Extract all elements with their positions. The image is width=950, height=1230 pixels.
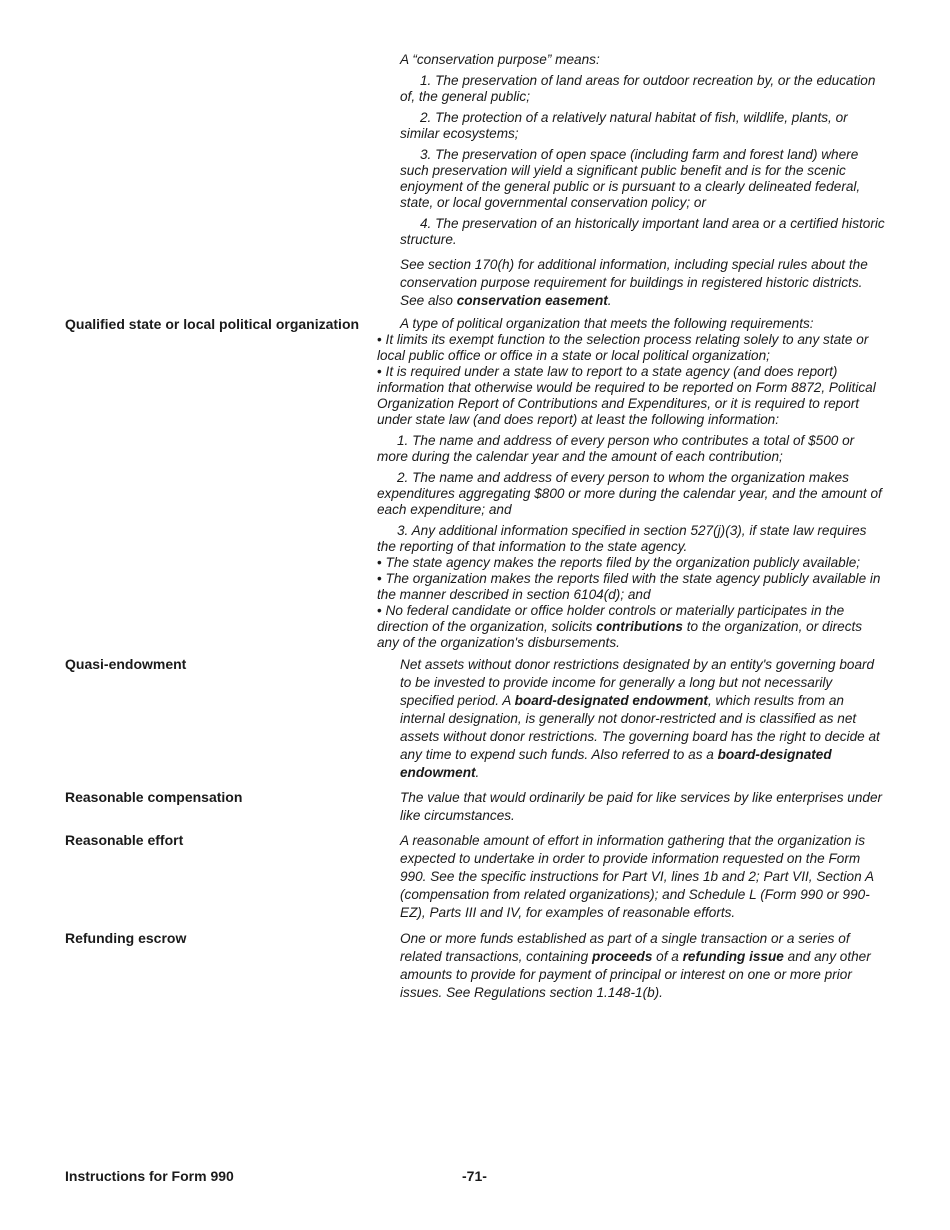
contributions-term: contributions: [596, 619, 683, 634]
conservation-easement-term: conservation easement: [456, 293, 608, 308]
board-designated-endowment-term-1: board-designated endowment: [514, 693, 708, 708]
footer-page-number: -71-: [462, 1168, 487, 1184]
reasonable-effort-definition: A reasonable amount of effort in information gathering that the organization is expected to undertake in order to provide information requested on the Form 990. See the specific instructions for Part VI, lines 1b and 2; Part VII, Section A (compensation from related organizations); and Schedule L (Form 990 or 990-EZ), Parts III and IV, for examples of reasonable efforts.: [400, 833, 874, 920]
quasi-endowment-definition: Net assets without donor restrictions designated by an entity's governing board to be invested to provide income for generally a long but not necessarily specified period. A board-designated endowment, which results from an internal designation, is generally not donor-restricted and is classified as net assets without donor restrictions. The governing board has the right to decide at any time to expend such funds. Also referred to as a board-designated endowment.: [400, 657, 880, 780]
term-refunding-escrow: Refunding escrow: [65, 930, 187, 946]
qualified-bullet-4: • The organization makes the reports filed with the state agency publicly available in the manner described in section 6104(d); and: [377, 571, 885, 603]
conservation-intro: A “conservation purpose” means:: [400, 52, 600, 67]
qualified-item-2: 2. The name and address of every person to whom the organization makes expenditures aggregating $800 or more during the calendar year, and the amount of each expenditure; and: [377, 470, 882, 517]
conservation-item-2: 2. The protection of a relatively natural habitat of fish, wildlife, plants, or similar ecosystems;: [400, 110, 848, 141]
conservation-purpose-block: [400, 52, 885, 310]
qualified-item-3: 3. Any additional information specified in section 527(j)(3), if state law requires the reporting of that information to the state agency.: [377, 523, 867, 554]
conservation-see-also: See section 170(h) for additional information, including special rules about the conservation purpose requirement for buildings in registered historic districts. See also conservation easement.: [400, 257, 868, 308]
qualified-item-1: 1. The name and address of every person who contributes a total of $500 or more during the calendar year and the amount of each contribution;: [377, 433, 855, 464]
conservation-item-4: 4. The preservation of an historically important land area or a certified historic structure.: [400, 216, 885, 247]
conservation-item-3: 3. The preservation of open space (including farm and forest land) where such preservation will yield a significant public benefit and is for the scenic enjoyment of the general public or is pursuant to a clearly delineated federal, state, or local governmental conservation policy; or: [400, 147, 861, 210]
term-reasonable-compensation: Reasonable compensation: [65, 789, 243, 805]
qualified-political-org-definition: [377, 316, 885, 651]
qualified-bullet-1: • It limits its exempt function to the selection process relating solely to any state or local public office or office in a state or local political organization;: [377, 332, 885, 364]
proceeds-term: proceeds: [591, 949, 653, 964]
refunding-escrow-definition: One or more funds established as part of a single transaction or a series of related transactions, containing proceeds of a refunding issue and any other amounts to provide for payment of principal or interest on one or more prior issues. See Regulations section 1.148-1(b).: [400, 931, 871, 1000]
term-qualified-political-org: Qualified state or local political organization: [65, 316, 360, 332]
qualified-bullet-5: • No federal candidate or office holder controls or materially participates in the direction of the organization, solicits contributions to the organization, or directs any of the organization's disbursements.: [377, 603, 885, 651]
qualified-intro: A type of political organization that meets the following requirements:: [400, 316, 814, 331]
footer-form-title: Instructions for Form 990: [65, 1168, 234, 1184]
refunding-issue-term: refunding issue: [682, 949, 784, 964]
qualified-bullet-2: • It is required under a state law to report to a state agency (and does report) information that otherwise would be required to be reported on Form 8872, Political Organization Report of Contributions and Expenditures, or it is required to report under state law (and does report) at least the following information:: [377, 364, 885, 428]
board-designated-endowment-term-2: board-designated endowment: [400, 747, 832, 780]
reasonable-compensation-definition: The value that would ordinarily be paid for like services by like enterprises under like circumstances.: [400, 790, 883, 823]
conservation-item-1: 1. The preservation of land areas for outdoor recreation by, or the education of, the general public;: [400, 73, 876, 104]
term-reasonable-effort: Reasonable effort: [65, 832, 184, 848]
qualified-bullet-3: • The state agency makes the reports filed by the organization publicly available;: [377, 555, 885, 571]
term-quasi-endowment: Quasi-endowment: [65, 656, 187, 672]
